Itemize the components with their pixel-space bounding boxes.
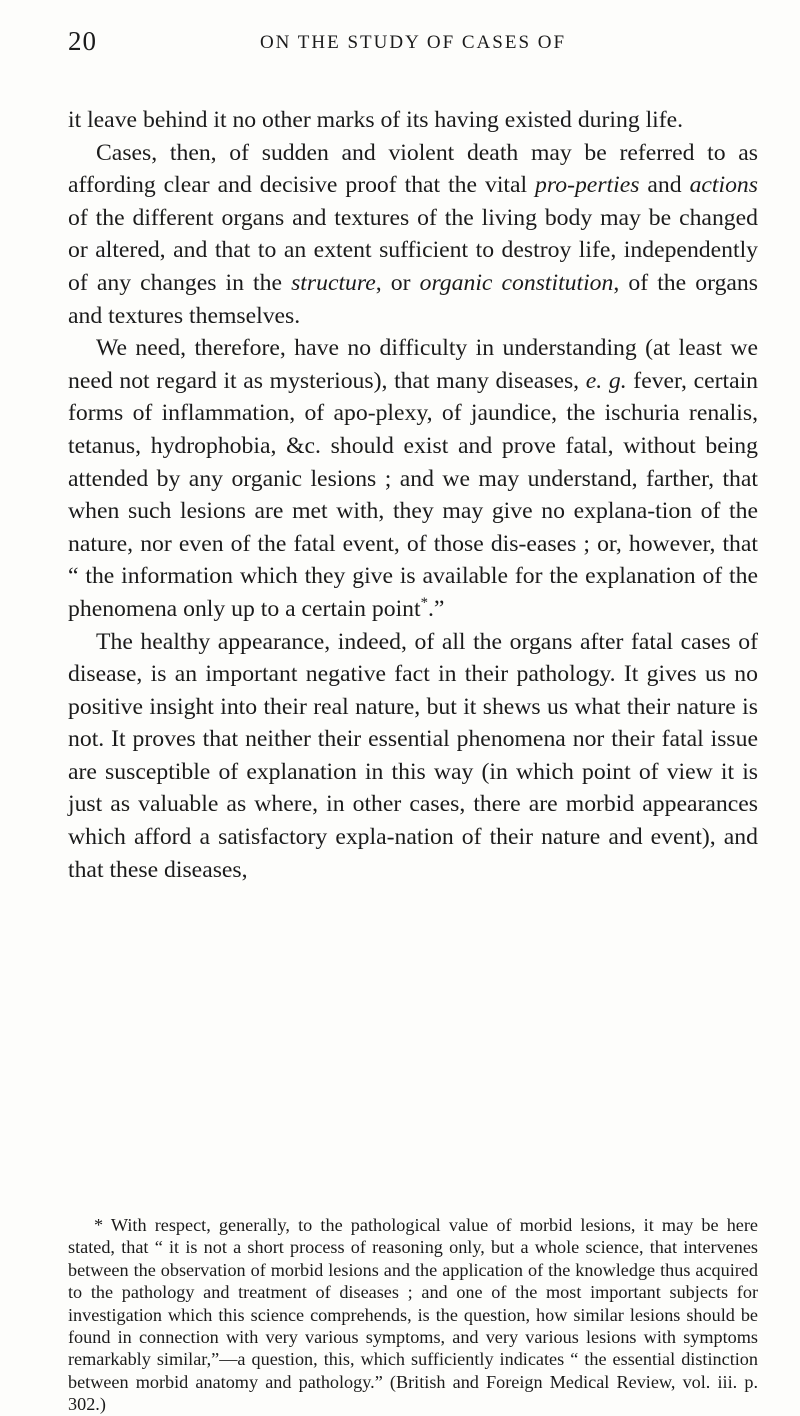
- text-run: fever, certain forms of inflammation, of apo-plexy, of jaundice, the ischuria renalis, tetanus, hydrophobia, &c. should exist and prove fatal, without being attended by any organic lesions ; and we may understand, farther, that when such lesions are met with, they may give no explana-tion of the nature, nor even of the fatal event, of those dis-eases ; or, however, that “ the information which they give is available for the explanation of the phenomena only up to a certain point: [68, 367, 759, 622]
- footnote-text: With respect, generally, to the pathological value of morbid lesions, it may be here stated, that “ it is not a short process of reasoning only, but a whole science, that intervenes between the observation of morbid lesions and the application of the knowledge thus acquired to the pathology and treatment of diseases ; and one of the most important subjects for investigation which this science comprehends, is the question, how similar lesions should be found in connection with very various symptoms, and very various lesions with symptoms remarkably similar,”—a question, this, which sufficiently indicates “ the essential distinction between morbid anatomy and pathology.” (British and Foreign Medical Review, vol. iii. p. 302.): [68, 1215, 758, 1415]
- footnote: [68, 1214, 758, 1416]
- text-run: and: [639, 172, 690, 199]
- emphasis-actions: actions: [689, 172, 758, 199]
- footnote-paragraph: [68, 1214, 758, 1416]
- text-run: We need, therefore, have no difficulty in understanding (at least we need not regard it as mysterious), that many diseases,: [68, 335, 758, 394]
- text-run: of the different organs and textures of the living body may be changed or altered, and that to an extent sufficient to destroy life, independently of any changes in the: [68, 204, 758, 296]
- paragraph-4: The healthy appearance, indeed, of all the organs after fatal cases of disease, is an important negative fact in their pathology. It gives us no positive insight into their real nature, but it shews us what their nature is not. It proves that neither their essential phenomena nor their fatal issue are susceptible of explanation in this way (in which point of view it is just as valuable as where, in other cases, there are morbid appearances which afford a satisfactory expla-nation of their nature and event), and that these diseases,: [68, 628, 758, 883]
- page-header: [68, 26, 758, 66]
- footnote-marker: *: [94, 1215, 104, 1235]
- text-run: .”: [427, 595, 445, 622]
- emphasis-eg: e. g.: [585, 367, 627, 394]
- paragraph-3: [68, 332, 758, 625]
- emphasis-properties: pro-perties: [535, 172, 640, 199]
- running-head: ON THE STUDY OF CASES OF: [259, 32, 567, 53]
- paragraph-1: it leave behind it no other marks of its having existed during life.: [68, 107, 684, 133]
- text-run: , or: [375, 269, 420, 296]
- text-run: Cases, then, of sudden and violent death may be referred to as affording clear and decisive proof that the vital: [68, 139, 758, 199]
- footnote-reference: *: [420, 595, 428, 612]
- emphasis-structure: structure: [291, 269, 376, 296]
- emphasis-organic-constitution: organic constitution: [419, 269, 614, 296]
- page-number: 20: [68, 26, 97, 56]
- text-run: , of the organs and textures themselves.: [68, 269, 758, 329]
- body-text: [68, 104, 758, 886]
- paragraph-2: [68, 137, 758, 333]
